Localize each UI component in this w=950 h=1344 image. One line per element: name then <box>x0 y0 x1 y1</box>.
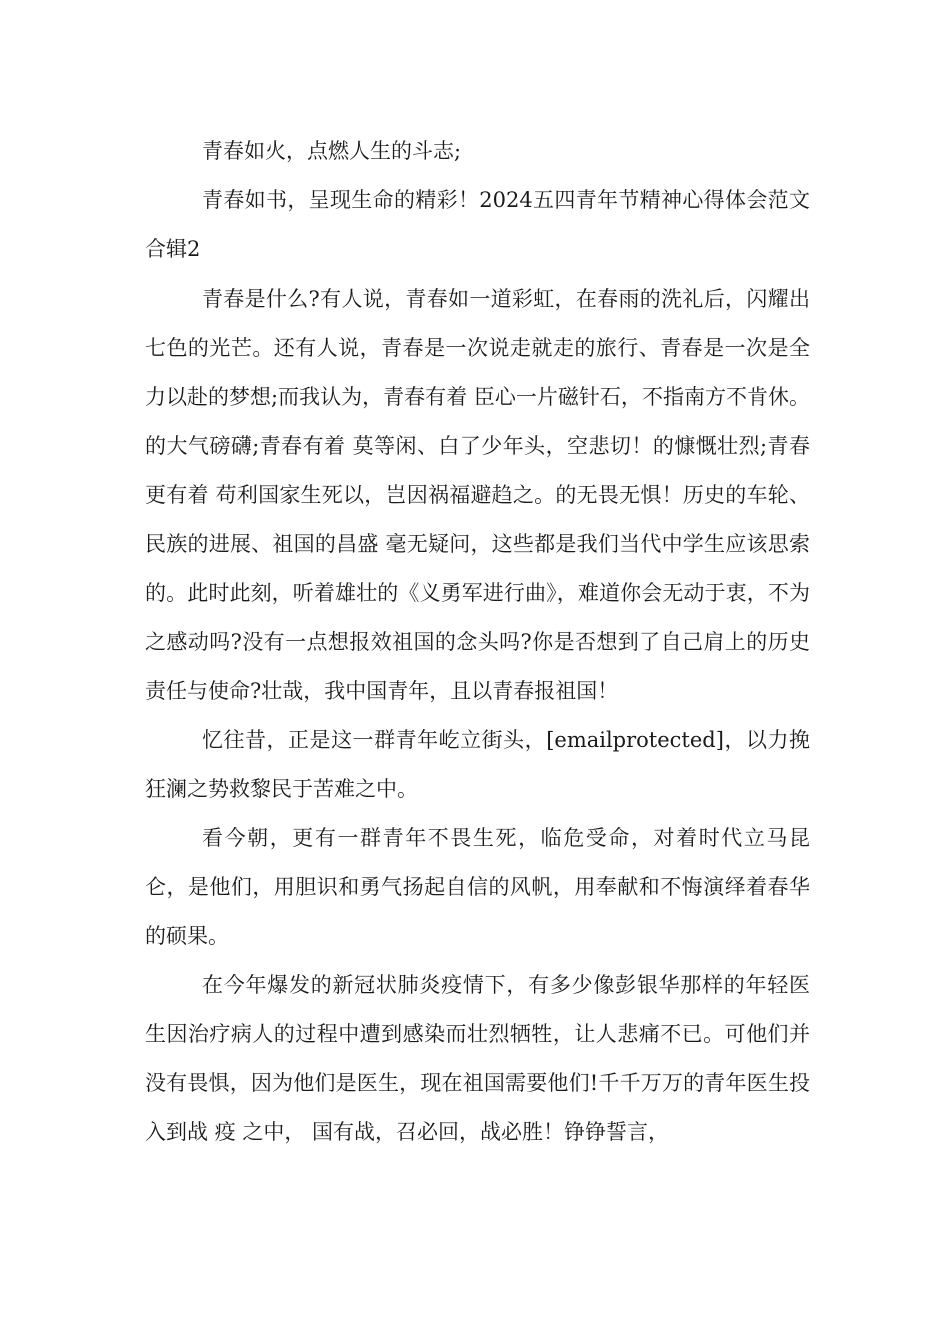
document-body <box>145 127 810 274</box>
paragraph-4: 忆往昔，正是这一群青年屹立街头，[emailprotected]，以力挽狂澜之势救黎民于苦难之中。 <box>145 728 810 801</box>
document-body-continued <box>145 275 817 1157</box>
paragraph-1: 青春如火，点燃人生的斗志; <box>202 139 462 163</box>
paragraph-6: 在今年爆发的新冠状肺炎疫情下，有多少像彭银华那样的年轻医生因治疗病人的过程中遭到感染而壮烈牺牲，让人悲痛不已。可他们并没有畏惧，因为他们是医生，现在祖国需要他们!千千万万的青年医生投入到战 疫 之中， 国有战，召必回，战必胜！铮铮誓言， <box>145 973 810 1144</box>
paragraph-5: 看今朝，更有一群青年不畏生死，临危受命，对着时代立马昆仑，是他们，用胆识和勇气扬起自信的风帆，用奉献和不悔演绎着春华的硕果。 <box>145 826 810 948</box>
paragraph-2: 青春如书，呈现生命的精彩！2024五四青年节精神心得体会范文合辑2 <box>145 188 810 261</box>
paragraph-3: 青春是什么?有人说，青春如一道彩虹，在春雨的洗礼后，闪耀出七色的光芒。还有人说，青春是一次说走就走的旅行、青春是一次是全力以赴的梦想;而我认为，青春有着 臣心一片磁针石，不指南方不肯休。 的大气磅礴;青春有着 莫等闲、白了少年头，空悲切！的慷慨壮烈;青春更有着 苟利国家生死以，岂因祸福避趋之。的无畏无惧！历史的车轮、民族的进展、祖国的昌盛 毫无疑问，这些都是我们当代中学生应该思索的。此时此刻，听着雄壮的《义勇军进行曲》，难道你会无动于衷，不为之感动吗?没有一点想报效祖国的念头吗?你是否想到了自己肩上的历史责任与使命?壮哉，我中国青年，且以青春报祖国！ <box>145 287 817 703</box>
